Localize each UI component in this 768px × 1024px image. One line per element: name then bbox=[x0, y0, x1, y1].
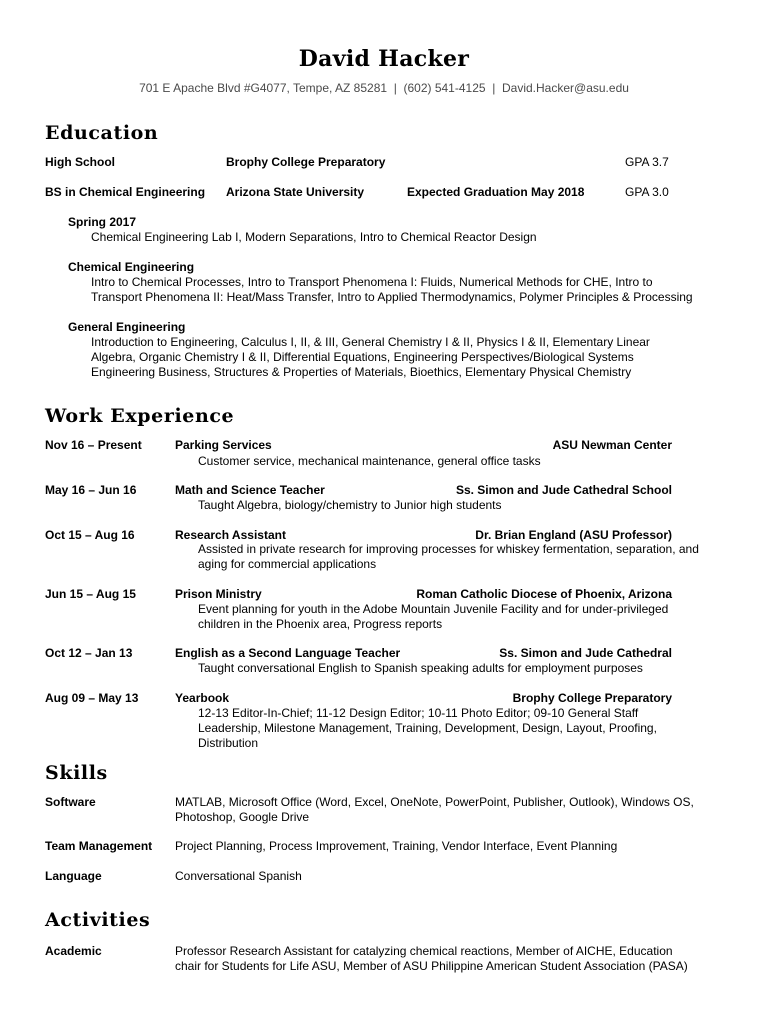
course-line: Chemical Engineering Lab I, Modern Separations, Intro to Chemical Reactor Design bbox=[91, 230, 537, 244]
job-role: Math and Science Teacher bbox=[175, 483, 325, 497]
job-detail: Leadership, Milestone Management, Training, Development, Design, Layout, Proofing, bbox=[198, 721, 657, 735]
activities-heading: Activities bbox=[45, 909, 151, 931]
course-line: Intro to Chemical Processes, Intro to Transport Phenomena I: Fluids, Numerical Methods for CHE, Intro to bbox=[91, 275, 653, 289]
course-line: Engineering Business, Structures & Properties of Materials, Bioethics, Elementary Physical Chemistry bbox=[91, 365, 632, 379]
course-group-title: Chemical Engineering bbox=[68, 260, 195, 274]
job-role: English as a Second Language Teacher bbox=[175, 646, 401, 660]
high-school-label: High School bbox=[45, 155, 115, 169]
skill-label: Software bbox=[45, 795, 96, 809]
job-role: Parking Services bbox=[175, 438, 272, 452]
high-school-name: Brophy College Preparatory bbox=[226, 155, 386, 169]
job-role: Yearbook bbox=[175, 691, 230, 705]
job-org: Ss. Simon and Jude Cathedral bbox=[499, 646, 672, 660]
skill-detail: MATLAB, Microsoft Office (Word, Excel, OneNote, PowerPoint, Publisher, Outlook), Windows OS, bbox=[175, 795, 694, 809]
skill-detail: Photoshop, Google Drive bbox=[175, 810, 310, 824]
activity-detail: chair for Students for Life ASU, Member of ASU Philippine American Student Association (PASA) bbox=[175, 959, 688, 973]
course-line: Introduction to Engineering, Calculus I, II, & III, General Chemistry I & II, Physics I & II, Elementary Linear bbox=[91, 335, 650, 349]
job-dates: Aug 09 – May 13 bbox=[45, 691, 139, 705]
course-line: Algebra, Organic Chemistry I & II, Differential Equations, Engineering Perspectives/Biological Systems bbox=[91, 350, 634, 364]
graduation-date: Expected Graduation May 2018 bbox=[407, 185, 585, 199]
job-detail: aging for commercial applications bbox=[198, 557, 377, 571]
skill-label: Team Management bbox=[45, 839, 153, 853]
candidate-name: David Hacker bbox=[298, 46, 470, 72]
job-dates: Oct 15 – Aug 16 bbox=[45, 528, 135, 542]
skill-label: Language bbox=[45, 869, 102, 883]
job-org: Ss. Simon and Jude Cathedral School bbox=[455, 483, 672, 497]
job-org: Brophy College Preparatory bbox=[512, 691, 672, 705]
job-dates: Oct 12 – Jan 13 bbox=[45, 646, 133, 660]
activity-detail: Professor Research Assistant for catalyzing chemical reactions, Member of AICHE, Education bbox=[175, 944, 673, 958]
job-org: Dr. Brian England (ASU Professor) bbox=[475, 528, 672, 542]
education-heading: Education bbox=[45, 122, 159, 144]
course-group-title: General Engineering bbox=[68, 320, 186, 334]
job-detail: Assisted in private research for improving processes for whiskey fermentation, separation, and bbox=[198, 542, 699, 556]
work-heading: Work Experience bbox=[45, 405, 235, 427]
degree-label: BS in Chemical Engineering bbox=[45, 185, 206, 199]
contact-line: 701 E Apache Blvd #G4077, Tempe, AZ 85281 | (602) 541-4125 | David.Hacker@asu.edu bbox=[139, 81, 629, 95]
job-role: Research Assistant bbox=[175, 528, 286, 542]
job-detail: Taught Algebra, biology/chemistry to Junior high students bbox=[198, 498, 502, 512]
skill-detail: Project Planning, Process Improvement, Training, Vendor Interface, Event Planning bbox=[175, 839, 618, 853]
activity-label: Academic bbox=[45, 944, 102, 958]
job-detail: children in the Phoenix area, Progress reports bbox=[198, 617, 443, 631]
job-detail: Event planning for youth in the Adobe Mountain Juvenile Facility and for under-privileged bbox=[198, 602, 669, 616]
job-org: Roman Catholic Diocese of Phoenix, Arizona bbox=[416, 587, 672, 601]
job-detail: Customer service, mechanical maintenance, general office tasks bbox=[198, 454, 541, 468]
job-detail: 12-13 Editor-In-Chief; 11-12 Design Editor; 10-11 Photo Editor; 09-10 General Staff bbox=[198, 706, 639, 720]
job-detail: Distribution bbox=[198, 736, 259, 750]
course-line: Transport Phenomena II: Heat/Mass Transfer, Intro to Applied Thermodynamics, Polymer Principles & Processing bbox=[91, 290, 693, 304]
job-dates: May 16 – Jun 16 bbox=[45, 483, 137, 497]
job-dates: Jun 15 – Aug 15 bbox=[45, 587, 136, 601]
job-org: ASU Newman Center bbox=[552, 438, 672, 452]
university-name: Arizona State University bbox=[226, 185, 365, 199]
job-detail: Taught conversational English to Spanish speaking adults for employment purposes bbox=[198, 661, 643, 675]
university-gpa: GPA 3.0 bbox=[625, 185, 669, 199]
skills-heading: Skills bbox=[45, 762, 108, 784]
job-role: Prison Ministry bbox=[175, 587, 262, 601]
skill-detail: Conversational Spanish bbox=[175, 869, 302, 883]
course-group-title: Spring 2017 bbox=[68, 215, 137, 229]
high-school-gpa: GPA 3.7 bbox=[625, 155, 669, 169]
job-dates: Nov 16 – Present bbox=[45, 438, 142, 452]
